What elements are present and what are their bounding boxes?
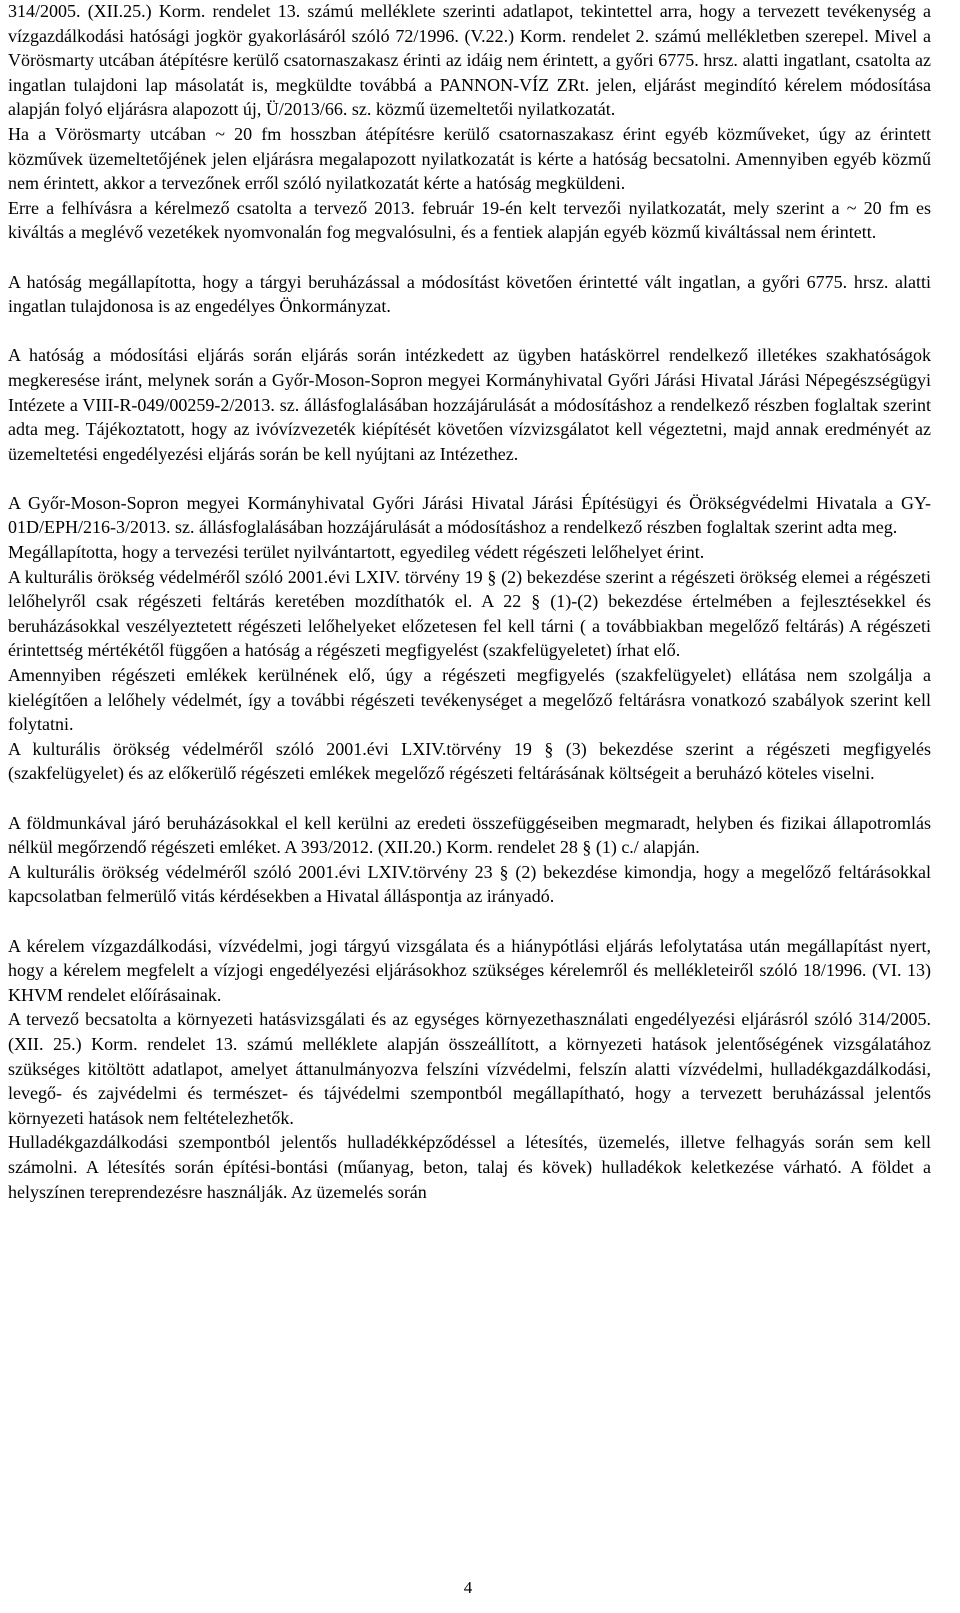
paragraph: Amennyiben régészeti emlékek kerülnének elő, úgy a régészeti megfigyelés (szakfelügyelet) ellátása nem szolgálja a kielégítően a lelőhely védelmét, így a további régészeti tevékenységet a megelőző feltárásra vonatkozó szabályok szerint kell folytatni. bbox=[8, 665, 931, 735]
document-body bbox=[8, 0, 931, 1204]
paragraph: A kulturális örökség védelméről szóló 2001.évi LXIV.törvény 23 § (2) bekezdése kimondja, hogy a megelőző feltárásokkal kapcsolatban felmerülő vitás kérdésekben a Hivatal álláspontja az irányadó. bbox=[8, 861, 931, 907]
paragraph-spacer bbox=[8, 466, 931, 491]
paragraph: A tervező becsatolta a környezeti hatásvizsgálati és az egységes környezethasználati engedélyezési eljárásról szóló 314/2005. (XII. 25.) Korm. rendelet 13. számú melléklete alapján összeállított, a környezeti hatások jelentőségének vizsgálatához szükséges kitöltött adatlapot, amelyet áttanulmányozva felszíni vízvédelmi, felszín alatti vízvédelmi, hulladékgazdálkodási, levegő- és zajvédelmi és természet- és tájvédelmi szempontból megállapítható, hogy a tervezett beruházással jelentős környezeti hatások nem feltételezhetők. bbox=[8, 1009, 931, 1128]
paragraph-spacer bbox=[8, 245, 931, 270]
paragraph: Hulladékgazdálkodási szempontból jelentős hulladékképződéssel a létesítés, üzemelés, illetve felhagyás során sem kell számolni. A létesítés során építési-bontási (műanyag, beton, talaj és kövek) hulladékok keletkezése várható. A földet a helyszínen tereprendezésre használják. Az üzemelés során bbox=[8, 1132, 931, 1202]
paragraph-spacer bbox=[8, 909, 931, 934]
paragraph: A hatóság a módosítási eljárás során eljárás során intézkedett az ügyben hatáskörrel rendelkező illetékes szakhatóságok megkeresése iránt, melynek során a Győr-Moson-Sopron megyei Kormányhivatal Győri Járási Hivatal Járási Népegészségügyi Intézete a VIII-R-049/00259-2/2013. sz. állásfoglalásában hozzájárulását a módosításhoz a rendelkező részben foglaltak szerint adta meg. Tájékoztatott, hogy az ivóvízvezeték kiépítését követően vízvizsgálatot kell végeztetni, majd annak eredményét az üzemeltetési engedélyezési eljárás során be kell nyújtani az Intézethez. bbox=[8, 345, 931, 464]
paragraph: A kulturális örökség védelméről szóló 2001.évi LXIV.törvény 19 § (3) bekezdése szerint a régészeti megfigyelés (szakfelügyelet) és az előkerülő régészeti emlékek megelőző régészeti feltárásának költségeit a beruházó köteles viselni. bbox=[8, 738, 931, 784]
page-number: 4 bbox=[463, 1578, 473, 1597]
paragraph: Ha a Vörösmarty utcában ~ 20 fm hosszban átépítésre kerülő csatornaszakasz érint egyéb közműveket, úgy az érintett közművek üzemeltetőjének jelen eljárásra megalapozott nyilatkozatát is kérte a hatóság becsatolni. Amennyiben egyéb közmű nem érintett, akkor a tervezőnek erről szóló nyilatkozatát kérte a hatóság megküldeni. bbox=[8, 123, 931, 194]
paragraph: A kérelem vízgazdálkodási, vízvédelmi, jogi tárgyú vizsgálata és a hiánypótlási eljárás lefolytatása után megállapítást nyert, hogy a kérelem megfelelt a vízjogi engedélyezési eljárásokhoz szükséges kérelemről és mellékleteiről szóló 18/1996. (VI. 13) KHVM rendelet előírásainak. bbox=[8, 935, 931, 1005]
paragraph: Megállapította, hogy a tervezési terület nyilvántartott, egyedileg védett régészeti lelőhelyet érint. bbox=[8, 542, 705, 563]
paragraph-spacer bbox=[8, 319, 931, 344]
paragraph: A hatóság megállapította, hogy a tárgyi beruházással a módosítást követően érintetté vált ingatlan, a győri 6775. hrsz. alatti ingatlan tulajdonosa is az engedélyes Önkormányzat. bbox=[8, 271, 931, 317]
paragraph-spacer bbox=[8, 786, 931, 811]
paragraph: A földmunkával járó beruházásokkal el kell kerülni az eredeti összefüggéseiben megmaradt, helyben és fizikai állapotromlás nélkül megőrzendő régészeti emléket. A 393/2012. (XII.20.) Korm. rendelet 28 § (1) c./ alapján. bbox=[8, 812, 931, 858]
paragraph: A Győr-Moson-Sopron megyei Kormányhivatal Győri Járási Hivatal Járási Építésügyi és Örökségvédelmi Hivatala a GY-01D/EPH/216-3/2013. sz. állásfoglalásában hozzájárulását a módosításhoz a rendelkező részben foglaltak szerint adta meg. bbox=[8, 492, 931, 538]
paragraph: A kulturális örökség védelméről szóló 2001.évi LXIV. törvény 19 § (2) bekezdése szerint a régészeti örökség elemei a régészeti lelőhelyről csak régészeti feltárás keretében mozdíthatók el. A 22 § (1)-(2) bekezdése értelmében a fejlesztésekkel és beruházásokkal veszélyeztetett régészeti lelőhelyeket előzetesen fel kell tárni ( a továbbiakban megelőző feltárás) A régészeti érintettség mértékétől függően a hatóság a régészeti megfigyelést (szakfelügyeletet) írhat elő. bbox=[8, 566, 931, 661]
paragraph: Erre a felhívásra a kérelmező csatolta a tervező 2013. február 19-én kelt tervezői nyilatkozatát, mely szerint a ~ 20 fm es kiváltás a meglévő vezetékek nyomvonalán fog megvalósulni, és a fentiek alapján egyéb közmű kiváltással nem érintett. bbox=[8, 197, 931, 243]
paragraph: 314/2005. (XII.25.) Korm. rendelet 13. számú melléklete szerinti adatlapot, tekintettel arra, hogy a tervezett tevékenység a vízgazdálkodási hatósági jogkör gyakorlásáról szóló 72/1996. (V.22.) Korm. rendelet 2. számú mellékletben szerepel. Mivel a Vörösmarty utcában átépítésre kerülő csatornaszakasz érinti az idáig nem érintett, a győri 6775. hrsz. alatti ingatlant, csatolta az ingatlan tulajdoni lap másolatát is, megküldte továbbá a PANNON-VÍZ ZRt. jelen, eljárást megindító kérelem módosítása alapján folyó eljárásra alapozott új, Ü/2013/66. sz. közmű üzemeltetői nyilatkozatát. bbox=[8, 1, 931, 120]
